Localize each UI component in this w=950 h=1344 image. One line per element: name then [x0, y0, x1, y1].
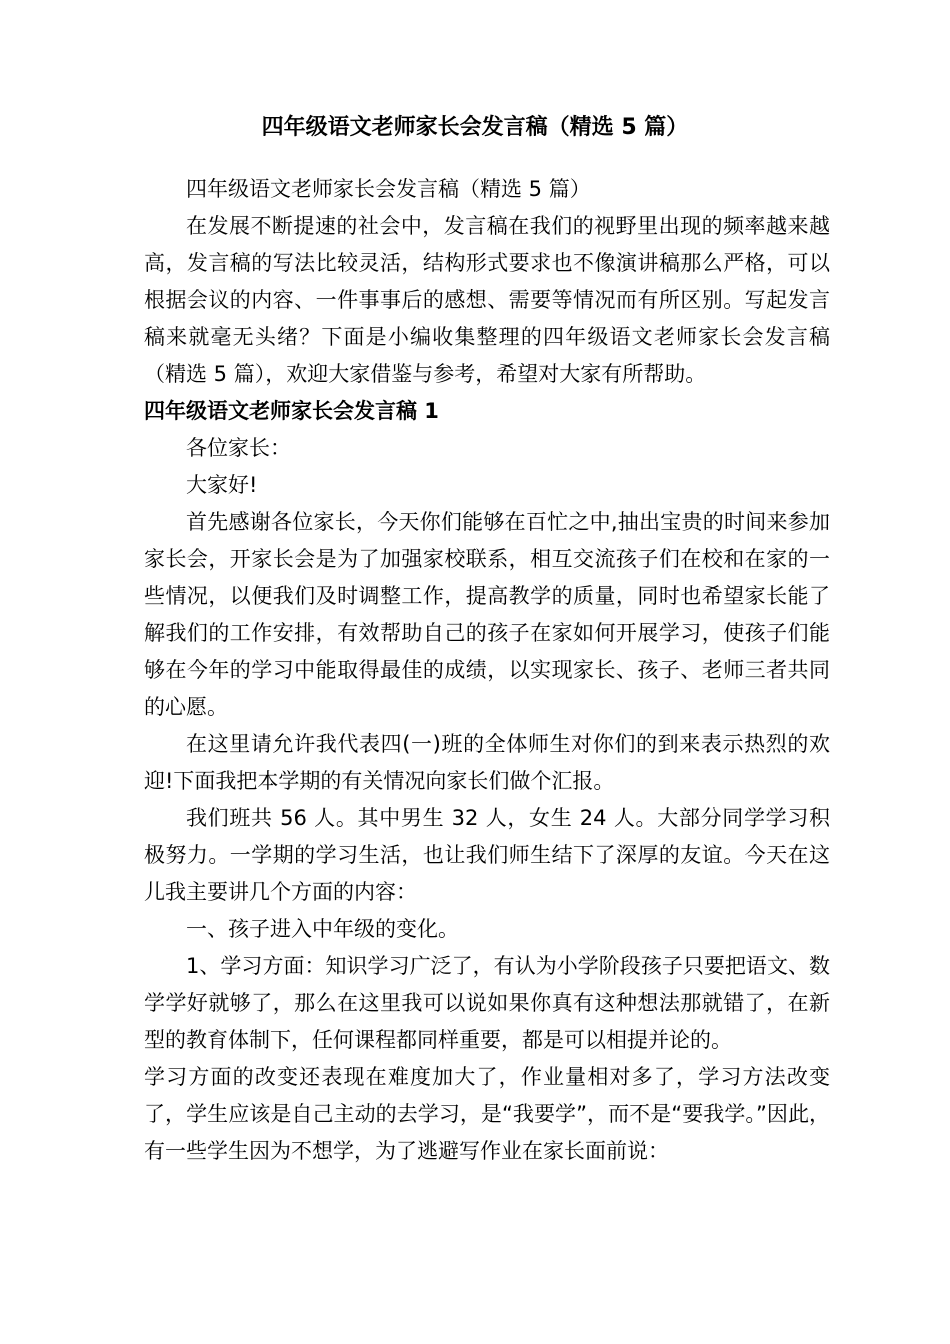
document-body	[144, 171, 830, 1170]
body-paragraph: 学习方面的改变还表现在难度加大了，作业量相对多了，学习方法改变了，学生应该是自己主动的去学习，是“我要学”，而不是“要我学。”因此，有一些学生因为不想学，为了逃避写作业在家长面前说：	[144, 1065, 830, 1163]
body-paragraph: 一、孩子进入中年级的变化。	[186, 917, 459, 941]
body-paragraph: 在这里请允许我代表四(一)班的全体师生对你们的到来表示热烈的欢迎!下面我把本学期的有关情况向家长们做个汇报。	[144, 732, 830, 793]
intro-paragraph: 在发展不断提速的社会中，发言稿在我们的视野里出现的频率越来越高，发言稿的写法比较灵活，结构形式要求也不像演讲稿那么严格，可以根据会议的内容、一件事事后的感想、需要等情况而有所区别。写起发言稿来就毫无头绪？下面是小编收集整理的四年级语文老师家长会发言稿（精选 5 篇），欢迎大家借鉴与参考，希望对大家有所帮助。	[144, 214, 830, 386]
body-paragraph: 1、学习方面：知识学习广泛了，有认为小学阶段孩子只要把语文、数学学好就够了，那么在这里我可以说如果你真有这种想法那就错了，在新型的教育体制下，任何课程都同样重要，都是可以相提并论的。	[144, 954, 830, 1052]
document-title: 四年级语文老师家长会发言稿（精选 5 篇）	[261, 115, 689, 140]
section-heading: 四年级语文老师家长会发言稿 1	[144, 399, 439, 423]
greeting-line: 各位家长：	[186, 436, 291, 460]
greeting-line: 大家好!	[186, 473, 258, 497]
body-paragraph: 首先感谢各位家长，今天你们能够在百忙之中,抽出宝贵的时间来参加家长会，开家长会是为了加强家校联系，相互交流孩子们在校和在家的一些情况，以便我们及时调整工作，提高教学的质量，同时也希望家长能了解我们的工作安排，有效帮助自己的孩子在家如何开展学习，使孩子们能够在今年的学习中能取得最佳的成绩，以实现家长、孩子、老师三者共同的心愿。	[144, 510, 830, 719]
subtitle-paragraph: 四年级语文老师家长会发言稿（精选 5 篇）	[186, 177, 591, 201]
body-paragraph: 我们班共 56 人。其中男生 32 人，女生 24 人。大部分同学学习积极努力。一学期的学习生活，也让我们师生结下了深厚的友谊。今天在这儿我主要讲几个方面的内容：	[144, 806, 830, 904]
